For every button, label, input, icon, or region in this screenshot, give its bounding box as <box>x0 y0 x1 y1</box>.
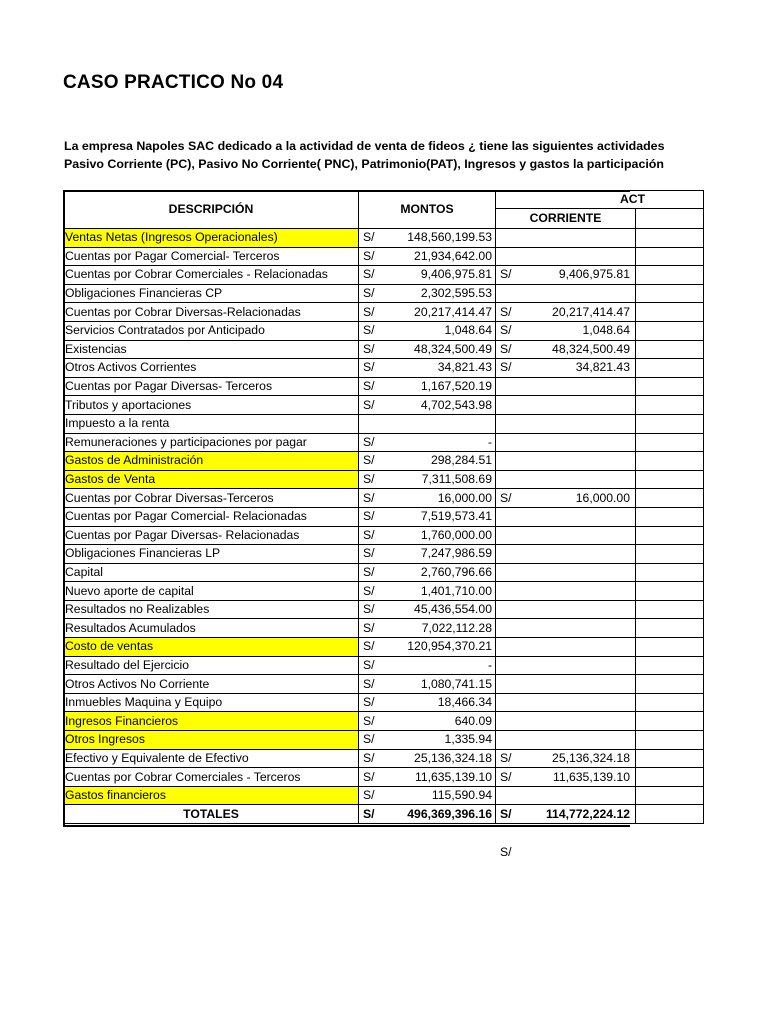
row-description: Resultados no Realizables <box>64 600 359 619</box>
row-active-amount <box>526 470 636 489</box>
row-currency: S/ <box>359 303 394 322</box>
row-active-amount: 11,635,139.10 <box>526 768 636 787</box>
row-amount: 2,760,796.66 <box>394 563 496 582</box>
row-active-amount <box>526 675 636 694</box>
row-extra-cell <box>636 247 704 266</box>
row-active-amount: 48,324,500.49 <box>526 340 636 359</box>
row-extra-cell <box>636 396 704 415</box>
row-extra-cell <box>636 321 704 340</box>
row-active-currency: S/ <box>496 768 526 787</box>
row-active-amount <box>526 600 636 619</box>
row-active-currency: S/ <box>496 340 526 359</box>
row-currency: S/ <box>359 470 394 489</box>
row-active-amount <box>526 638 636 657</box>
row-extra-cell <box>636 414 704 433</box>
row-amount: 7,247,986.59 <box>394 545 496 564</box>
row-description: Cuentas por Pagar Comercial- Terceros <box>64 247 359 266</box>
row-active-currency <box>496 545 526 564</box>
row-currency: S/ <box>359 284 394 303</box>
table-row[interactable] <box>64 470 704 489</box>
row-currency: S/ <box>359 377 394 396</box>
table-row[interactable] <box>64 414 704 433</box>
table-row[interactable] <box>64 247 704 266</box>
row-active-currency <box>496 786 526 805</box>
table-row[interactable] <box>64 229 704 248</box>
row-amount: 34,821.43 <box>394 359 496 378</box>
row-amount: 16,000.00 <box>394 489 496 508</box>
row-description: Existencias <box>64 340 359 359</box>
row-active-currency: S/ <box>496 359 526 378</box>
row-extra-cell <box>636 731 704 750</box>
row-amount: 4,702,543.98 <box>394 396 496 415</box>
row-extra-cell <box>636 229 704 248</box>
row-extra-cell <box>636 359 704 378</box>
row-extra-cell <box>636 768 704 787</box>
totals-active-currency: S/ <box>496 805 526 824</box>
row-active-amount <box>526 582 636 601</box>
table-row[interactable] <box>64 656 704 675</box>
row-amount: 21,934,642.00 <box>394 247 496 266</box>
row-active-amount <box>526 396 636 415</box>
page-title: CASO PRACTICO No 04 <box>63 72 284 93</box>
totals-extra-cell <box>636 805 704 824</box>
row-active-currency <box>496 452 526 471</box>
table-row[interactable] <box>64 321 704 340</box>
row-amount: - <box>394 433 496 452</box>
row-active-currency <box>496 731 526 750</box>
row-active-amount <box>526 693 636 712</box>
row-description: Obligaciones Financieras LP <box>64 545 359 564</box>
row-amount: 1,048.64 <box>394 321 496 340</box>
row-currency: S/ <box>359 675 394 694</box>
row-amount: 640.09 <box>394 712 496 731</box>
row-description: Cuentas por Cobrar Comerciales - Terceros <box>64 768 359 787</box>
table-row[interactable] <box>64 526 704 545</box>
row-currency: S/ <box>359 340 394 359</box>
row-description: Resultado del Ejercicio <box>64 656 359 675</box>
row-extra-cell <box>636 284 704 303</box>
row-amount: 11,635,139.10 <box>394 768 496 787</box>
row-amount: 1,401,710.00 <box>394 582 496 601</box>
row-amount: 2,302,595.53 <box>394 284 496 303</box>
table-row[interactable] <box>64 507 704 526</box>
row-currency: S/ <box>359 600 394 619</box>
row-description: Cuentas por Cobrar Comerciales - Relacionadas <box>64 266 359 285</box>
row-amount: 7,022,112.28 <box>394 619 496 638</box>
row-active-amount <box>526 433 636 452</box>
row-extra-cell <box>636 433 704 452</box>
totals-currency: S/ <box>359 805 394 824</box>
header-amounts: MONTOS <box>359 191 496 229</box>
row-extra-cell <box>636 675 704 694</box>
intro-line-2: Pasivo Corriente (PC), Pasivo No Corriente( PNC), Patrimonio(PAT), Ingresos y gastos la participación <box>64 157 664 171</box>
table-row[interactable] <box>64 582 704 601</box>
row-extra-cell <box>636 656 704 675</box>
row-active-amount <box>526 731 636 750</box>
header-blank <box>636 209 704 229</box>
row-active-currency <box>496 712 526 731</box>
row-active-amount <box>526 712 636 731</box>
row-active-amount <box>526 284 636 303</box>
table-row[interactable] <box>64 545 704 564</box>
row-description: Costo de ventas <box>64 638 359 657</box>
row-active-amount: 1,048.64 <box>526 321 636 340</box>
row-amount: 48,324,500.49 <box>394 340 496 359</box>
row-extra-cell <box>636 452 704 471</box>
row-active-currency <box>496 414 526 433</box>
row-description: Cuentas por Pagar Diversas- Terceros <box>64 377 359 396</box>
row-description: Cuentas por Pagar Diversas- Relacionadas <box>64 526 359 545</box>
table-row[interactable] <box>64 377 704 396</box>
row-description: Gastos financieros <box>64 786 359 805</box>
totals-label: TOTALES <box>64 805 359 824</box>
intro-line-1: La empresa Napoles SAC dedicado a la actividad de venta de fideos ¿ tiene las siguientes actividades <box>64 139 665 153</box>
row-active-currency <box>496 247 526 266</box>
row-currency: S/ <box>359 545 394 564</box>
row-amount: 20,217,414.47 <box>394 303 496 322</box>
row-active-currency <box>496 563 526 582</box>
row-active-amount <box>526 229 636 248</box>
row-description: Capital <box>64 563 359 582</box>
row-currency: S/ <box>359 396 394 415</box>
row-currency: S/ <box>359 359 394 378</box>
row-currency: S/ <box>359 786 394 805</box>
row-extra-cell <box>636 712 704 731</box>
row-description: Inmuebles Maquina y Equipo <box>64 693 359 712</box>
row-currency: S/ <box>359 749 394 768</box>
totals-active-amount: 114,772,224.12 <box>526 805 636 824</box>
row-description: Gastos de Administración <box>64 452 359 471</box>
row-currency: S/ <box>359 507 394 526</box>
header-description: DESCRIPCIÓN <box>64 191 359 229</box>
table-row[interactable] <box>64 786 704 805</box>
row-active-amount <box>526 526 636 545</box>
row-active-amount <box>526 619 636 638</box>
row-description: Impuesto a la renta <box>64 414 359 433</box>
row-amount: - <box>394 656 496 675</box>
row-active-amount <box>526 414 636 433</box>
row-active-amount: 25,136,324.18 <box>526 749 636 768</box>
row-active-currency <box>496 433 526 452</box>
row-description: Otros Activos No Corriente <box>64 675 359 694</box>
row-active-currency <box>496 377 526 396</box>
row-description: Servicios Contratados por Anticipado <box>64 321 359 340</box>
row-active-amount <box>526 507 636 526</box>
row-amount: 148,560,199.53 <box>394 229 496 248</box>
table-row[interactable] <box>64 768 704 787</box>
row-extra-cell <box>636 638 704 657</box>
row-active-currency <box>496 396 526 415</box>
row-description: Nuevo aporte de capital <box>64 582 359 601</box>
row-active-currency <box>496 229 526 248</box>
row-description: Remuneraciones y participaciones por pagar <box>64 433 359 452</box>
row-extra-cell <box>636 563 704 582</box>
row-description: Otros Activos Corrientes <box>64 359 359 378</box>
row-currency: S/ <box>359 638 394 657</box>
row-currency: S/ <box>359 229 394 248</box>
table-row[interactable] <box>64 749 704 768</box>
row-description: Ventas Netas (Ingresos Operacionales) <box>64 229 359 248</box>
row-amount: 1,167,520.19 <box>394 377 496 396</box>
row-currency: S/ <box>359 563 394 582</box>
row-currency: S/ <box>359 489 394 508</box>
row-extra-cell <box>636 786 704 805</box>
table-row[interactable] <box>64 266 704 285</box>
row-amount: 1,080,741.15 <box>394 675 496 694</box>
row-currency: S/ <box>359 433 394 452</box>
table-row[interactable] <box>64 638 704 657</box>
row-currency: S/ <box>359 526 394 545</box>
row-active-amount <box>526 247 636 266</box>
row-active-amount <box>526 452 636 471</box>
table-row[interactable] <box>64 359 704 378</box>
row-amount: 7,311,508.69 <box>394 470 496 489</box>
row-active-currency: S/ <box>496 321 526 340</box>
totals-amount: 496,369,396.16 <box>394 805 496 824</box>
row-active-currency <box>496 600 526 619</box>
row-active-amount: 20,217,414.47 <box>526 303 636 322</box>
header-active: ACT <box>496 191 704 209</box>
row-extra-cell <box>636 693 704 712</box>
row-extra-cell <box>636 749 704 768</box>
row-amount: 1,335.94 <box>394 731 496 750</box>
row-currency: S/ <box>359 452 394 471</box>
row-currency: S/ <box>359 693 394 712</box>
row-active-currency <box>496 675 526 694</box>
row-active-amount: 9,406,975.81 <box>526 266 636 285</box>
row-active-currency <box>496 526 526 545</box>
row-active-currency <box>496 582 526 601</box>
table-row[interactable] <box>64 675 704 694</box>
totals-row <box>64 805 704 824</box>
row-extra-cell <box>636 600 704 619</box>
table-row[interactable] <box>64 284 704 303</box>
footer-currency-symbol: S/ <box>500 845 512 859</box>
row-active-amount: 16,000.00 <box>526 489 636 508</box>
row-currency: S/ <box>359 266 394 285</box>
row-active-currency <box>496 693 526 712</box>
row-currency <box>359 414 394 433</box>
row-active-currency <box>496 507 526 526</box>
table-row[interactable] <box>64 731 704 750</box>
row-amount: 7,519,573.41 <box>394 507 496 526</box>
table-row[interactable] <box>64 452 704 471</box>
row-amount <box>394 414 496 433</box>
row-currency: S/ <box>359 768 394 787</box>
row-description: Resultados Acumulados <box>64 619 359 638</box>
row-amount: 18,466.34 <box>394 693 496 712</box>
row-amount: 45,436,554.00 <box>394 600 496 619</box>
row-active-amount <box>526 656 636 675</box>
row-extra-cell <box>636 489 704 508</box>
row-currency: S/ <box>359 247 394 266</box>
row-active-amount: 34,821.43 <box>526 359 636 378</box>
row-extra-cell <box>636 507 704 526</box>
row-extra-cell <box>636 582 704 601</box>
row-amount: 25,136,324.18 <box>394 749 496 768</box>
row-active-currency <box>496 638 526 657</box>
row-extra-cell <box>636 470 704 489</box>
table-row[interactable] <box>64 433 704 452</box>
row-active-currency <box>496 619 526 638</box>
spreadsheet-table <box>63 190 646 828</box>
row-extra-cell <box>636 340 704 359</box>
table-row[interactable] <box>64 303 704 322</box>
row-amount: 115,590.94 <box>394 786 496 805</box>
row-currency: S/ <box>359 731 394 750</box>
row-description: Tributos y aportaciones <box>64 396 359 415</box>
row-amount: 298,284.51 <box>394 452 496 471</box>
row-active-amount <box>526 786 636 805</box>
row-currency: S/ <box>359 321 394 340</box>
intro-text <box>64 137 665 173</box>
row-extra-cell <box>636 545 704 564</box>
row-active-currency: S/ <box>496 749 526 768</box>
row-amount: 1,760,000.00 <box>394 526 496 545</box>
row-currency: S/ <box>359 619 394 638</box>
table-row[interactable] <box>64 489 704 508</box>
row-extra-cell <box>636 266 704 285</box>
header-current: CORRIENTE <box>496 209 636 229</box>
table-row[interactable] <box>64 712 704 731</box>
row-description: Gastos de Venta <box>64 470 359 489</box>
row-currency: S/ <box>359 656 394 675</box>
row-active-amount <box>526 377 636 396</box>
row-extra-cell <box>636 619 704 638</box>
row-active-amount <box>526 545 636 564</box>
row-currency: S/ <box>359 712 394 731</box>
row-description: Efectivo y Equivalente de Efectivo <box>64 749 359 768</box>
row-active-currency: S/ <box>496 266 526 285</box>
row-extra-cell <box>636 303 704 322</box>
row-active-currency: S/ <box>496 303 526 322</box>
row-description: Otros Ingresos <box>64 731 359 750</box>
row-description: Cuentas por Cobrar Diversas-Relacionadas <box>64 303 359 322</box>
table-row[interactable] <box>64 693 704 712</box>
table-row[interactable] <box>64 396 704 415</box>
row-amount: 9,406,975.81 <box>394 266 496 285</box>
row-active-currency <box>496 656 526 675</box>
row-active-currency <box>496 470 526 489</box>
row-extra-cell <box>636 526 704 545</box>
row-active-amount <box>526 563 636 582</box>
table-row[interactable] <box>64 619 704 638</box>
row-description: Obligaciones Financieras CP <box>64 284 359 303</box>
row-extra-cell <box>636 377 704 396</box>
row-active-currency <box>496 284 526 303</box>
row-currency: S/ <box>359 582 394 601</box>
row-amount: 120,954,370.21 <box>394 638 496 657</box>
row-description: Cuentas por Pagar Comercial- Relacionadas <box>64 507 359 526</box>
row-description: Ingresos Financieros <box>64 712 359 731</box>
table-row[interactable] <box>64 563 704 582</box>
table-row[interactable] <box>64 600 704 619</box>
row-active-currency: S/ <box>496 489 526 508</box>
table-row[interactable] <box>64 340 704 359</box>
row-description: Cuentas por Cobrar Diversas-Terceros <box>64 489 359 508</box>
